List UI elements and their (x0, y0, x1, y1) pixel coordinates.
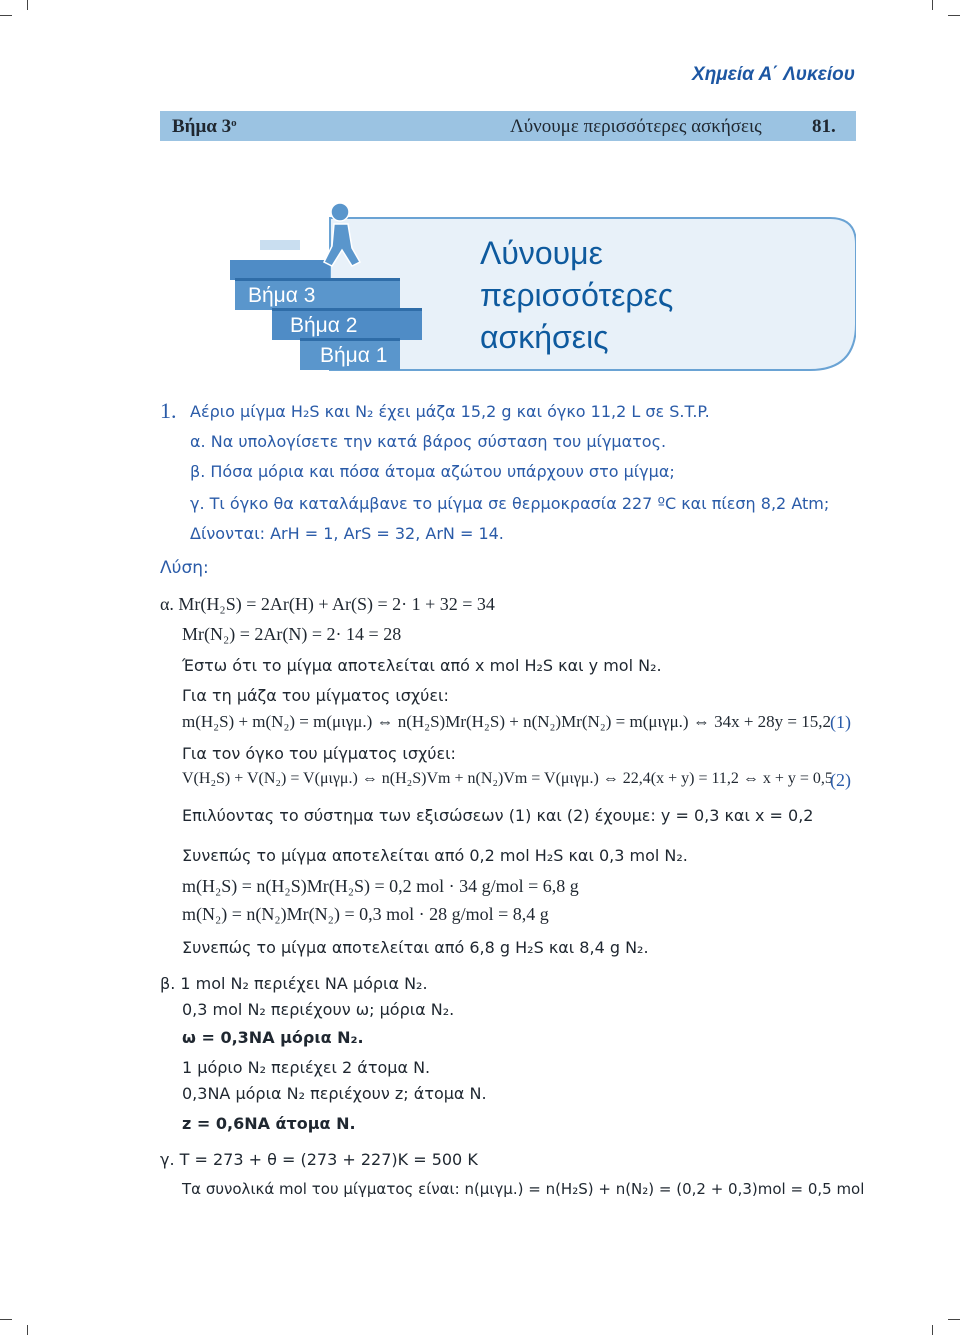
solution-a-line-8: Επιλύοντας το σύστημα των εξισώσεων (1) και (2) έχουμε: y = 0,3 και x = 0,2 (182, 806, 814, 825)
crop-mark-bl-h (0, 1319, 12, 1320)
exercise-number: 1. (160, 398, 177, 423)
solution-a-line-2: Mr(N₂) = 2Ar(N) = 2· 14 = 28 (182, 624, 402, 644)
section-title: Λύνουμε περισσότερες ασκήσεις (510, 116, 762, 137)
crop-mark-br-v (932, 1325, 933, 1335)
solution-a-line-3: Έστω ότι το μίγμα αποτελείται από x mol H₂S και y mol N₂. (182, 656, 662, 675)
solution-a-line-4: Για τη μάζα του μίγματος ισχύει: (182, 686, 449, 705)
equation-number-2: (2) (830, 770, 851, 790)
solution-a-line-1: α. Mr(H₂S) = 2Ar(H) + Ar(S) = 2· 1 + 32 = 34 (160, 594, 495, 614)
crop-mark-bl-v (27, 1325, 28, 1335)
equation-number-1: (1) (830, 712, 851, 732)
exercise-line-3: β. Πόσα μόρια και πόσα άτομα αζώτου υπάρχουν στο μίγμα; (190, 462, 675, 481)
crop-mark-tr-h (948, 15, 960, 16)
solution-b-line-2: 0,3 mol N₂ περιέχουν ω; μόρια N₂. (182, 1000, 455, 1019)
solution-a-line-10: m(H₂S) = n(H₂S)Mr(H₂S) = 0,2 mol · 34 g/mol = 6,8 g (182, 876, 579, 896)
banner-step-1: Βήμα 1 (320, 344, 388, 367)
solution-a-line-11: m(N₂) = n(N₂)Mr(N₂) = 0,3 mol · 28 g/mol = 8,4 g (182, 904, 549, 924)
exercise-line-2: α. Να υπολογίσετε την κατά βάρος σύσταση του μίγματος. (190, 432, 667, 451)
solution-a-line-12: Συνεπώς το μίγμα αποτελείται από 6,8 g H₂S και 8,4 g N₂. (182, 938, 649, 957)
book-title: Χημεία Α΄ Λυκείου (692, 64, 855, 85)
banner-step-3: Βήμα 3 (248, 284, 316, 307)
chapter-title-line: περισσότερες (480, 277, 674, 313)
crop-mark-tr-v (932, 0, 933, 10)
exercise-line-1: Αέριο μίγμα H₂S και N₂ έχει μάζα 15,2 g και όγκο 11,2 L σε S.T.P. (190, 402, 710, 421)
page-number: 81. (812, 116, 836, 137)
crop-mark-tl-h (0, 15, 12, 16)
section-header-band (160, 111, 856, 141)
solution-b-line-5: 0,3NA μόρια N₂ περιέχουν z; άτομα N. (182, 1084, 487, 1103)
exercise-given: Δίνονται: ArH = 1, ArS = 32, ArN = 14. (190, 524, 504, 543)
solution-b-line-6: z = 0,6NA άτομα N. (182, 1114, 356, 1133)
chapter-title-line: ασκήσεις (480, 319, 609, 355)
solution-b-line-4: 1 μόριο N₂ περιέχει 2 άτομα N. (182, 1058, 431, 1077)
banner-step-2: Βήμα 2 (290, 314, 358, 337)
mass-equation: m(H₂S) + m(N₂) = m(μιγμ.) ⇔ n(H₂S)Mr(H₂S) + n(N₂)Mr(N₂) = m(μιγμ.) ⇔ 34x + 28y = 15,2 (182, 712, 832, 731)
chapter-title (480, 232, 673, 358)
crop-mark-tl-v (27, 0, 28, 10)
solution-c-line-2: Τα συνολικά mol του μίγματος είναι: n(μιγμ.) = n(H₂S) + n(N₂) = (0,2 + 0,3)mol = 0,5 mol (182, 1180, 865, 1198)
solution-a-line-9: Συνεπώς το μίγμα αποτελείται από 0,2 mol H₂S και 0,3 mol N₂. (182, 846, 688, 865)
chapter-title-line: Λύνουμε (480, 235, 603, 271)
step-label: Βήμα $3^o$ (172, 116, 237, 137)
volume-equation: V(H₂S) + V(N₂) = V(μιγμ.) ⇔ n(H₂S)Vm + n(N₂)Vm = V(μιγμ.) ⇔ 22,4(x + y) = 11,2 ⇔ x + y = 0,5 (182, 770, 833, 787)
exercise-line-4: γ. Τι όγκο θα καταλάμβανε το μίγμα σε θερμοκρασία 227 ºC και πίεση 8,2 Atm; (190, 494, 830, 513)
solution-c-line-1: γ. T = 273 + θ = (273 + 227)K = 500 K (160, 1150, 478, 1169)
solution-b-line-3: ω = 0,3NA μόρια N₂. (182, 1028, 364, 1047)
solution-a-line-6: Για τον όγκο του μίγματος ισχύει: (182, 744, 456, 763)
crop-mark-br-h (948, 1319, 960, 1320)
solution-b-line-1: β. 1 mol N₂ περιέχει NA μόρια N₂. (160, 974, 428, 993)
solution-label: Λύση: (160, 558, 209, 578)
